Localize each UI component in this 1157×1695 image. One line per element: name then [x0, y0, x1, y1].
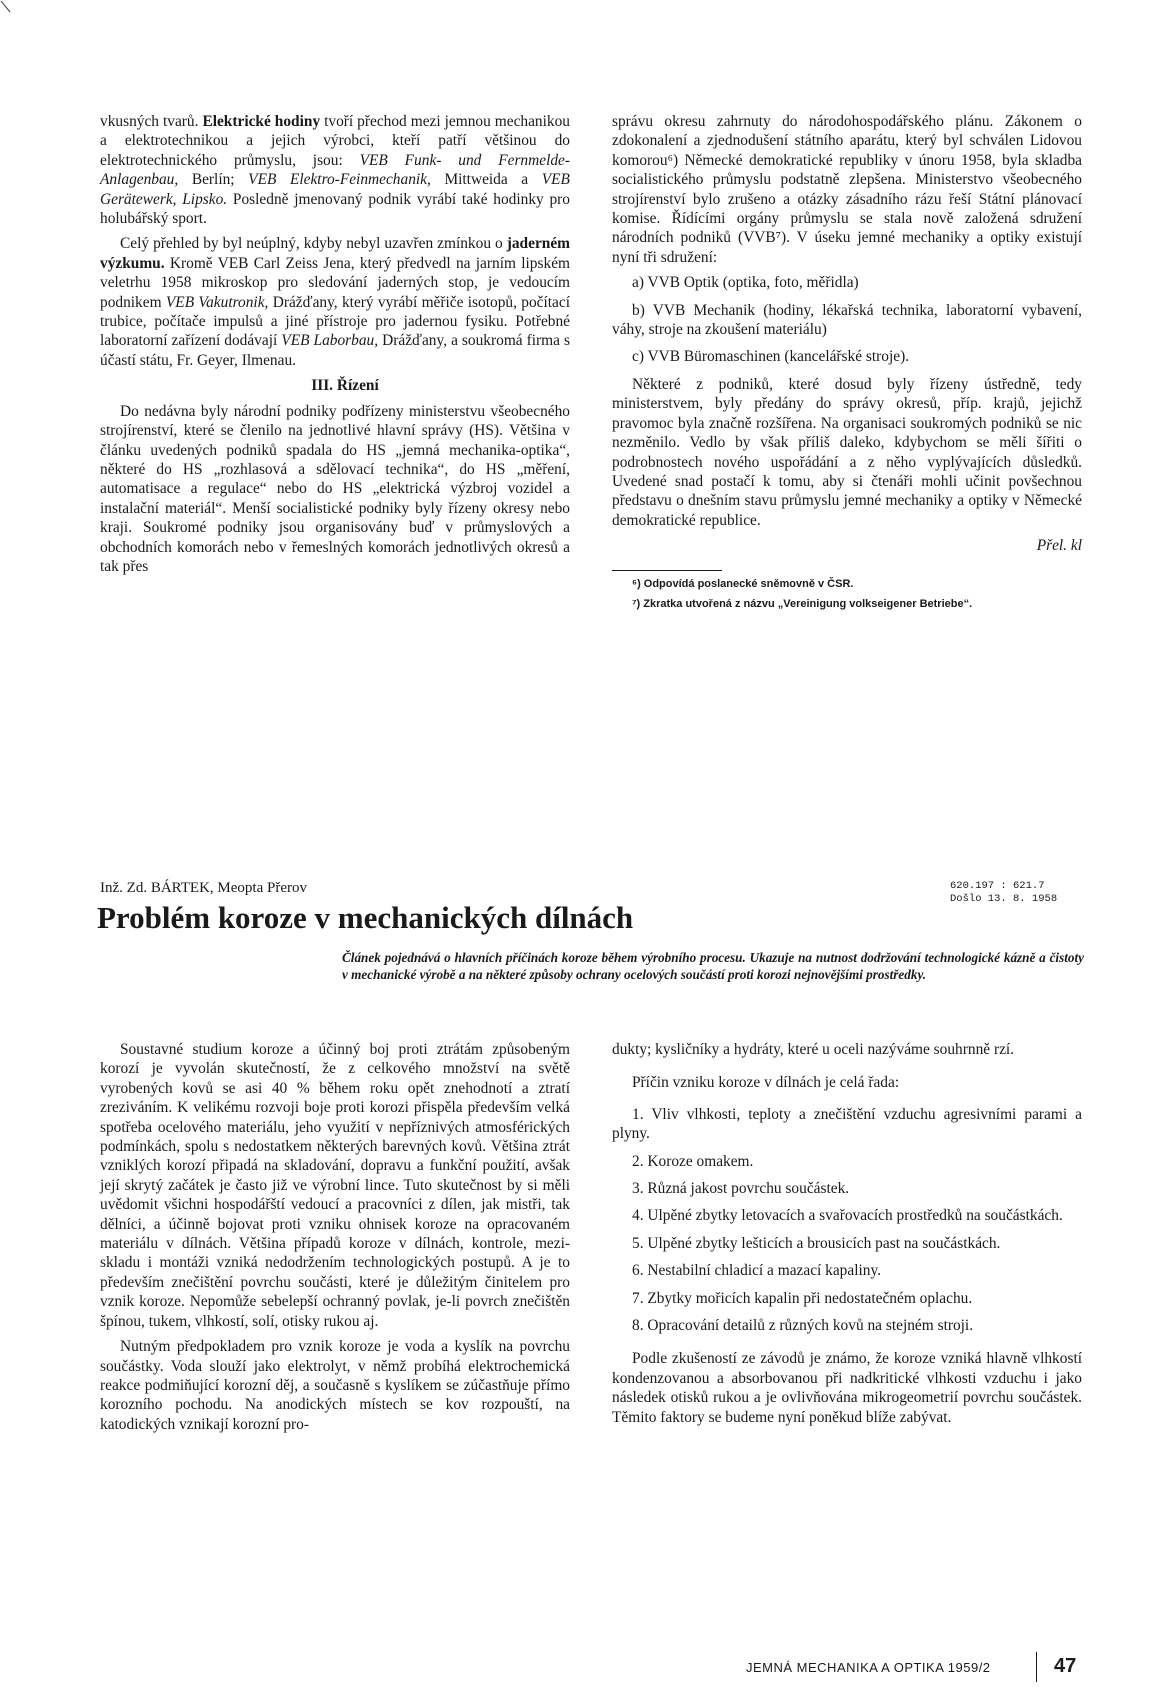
paragraph: Soustavné studium koroze a účinný boj proti ztrátám způsobeným korozí je vyvolán skutečností, že z celkového množství na světě vyrobených kovů se asi 40 % během roku opět znehodnotí a ztratí zreziváním. K velikému rozvoji boje proti korozi přispěla především velká spotřeba ocelového materiálu, jeho využití v nepříznivých atmosférických podmínkách, spolu s nedostatkem některých barevných kovů. Většina ztrát vzniklých korozí připadá na skladování, dopravu a funkční použití, avšak její skrytý začátek je často již ve výrobní lince. Tuto skutečnost by si měli uvědomit všichni hospodářští vedoucí a pracovníci z dílen, jak mistři, tak dělníci, a účinně bojovat proti vzniku ohnisek koroze na opracovaném materiálu v dílnách. Většina případů koroze v dílnách, kontrole, mezi-skladu i montáži vzniká nedodržením technologických postupů. A je to především znečištění povrchu součásti, které je důležitým činitelem pro vznik koroze. Nepomůže sebelepší ochranný povlak, je-li povrch znečištěn špínou, tukem, vlhkostí, solí, otisky rukou aj. [100, 1041, 570, 1330]
corner-mark-icon [0, 0, 14, 14]
article-title: Problém koroze v mechanických dílnách [97, 900, 634, 935]
footnote: ⁶) Odpovídá poslanecké sněmovně v ČSR. [632, 577, 854, 590]
page-number: 47 [1054, 1655, 1077, 1677]
translator-signature: Přel. kl [1036, 537, 1082, 555]
paragraph: vkusných tvarů. Elektrické hodiny tvoří přechod mezi jemnou mechanikou a elektrotechnikou a jejich výrobci, kteří patří většinou do elektrotechnického průmyslu, jsou: VEB Funk- und Fernmelde-Anlagenbau, Berlín; VEB Elektro-Feinmechanik, Mittweida a VEB Gerätewerk, Lipsko. Posledně jmenovaný podnik vyrábí také hodinky pro holubářský sport. [100, 113, 570, 228]
paragraph: Nutným předpokladem pro vznik koroze je voda a kyslík na povrchu součástky. Voda slouží jako elektrolyt, v němž probíhá elektrochemická reakce podmiňující korozní děj, a současně s kyslíkem se zúčastňuje přímo korozního pochodu. Na anodických místech se kov rozpouští, na katodických vznikají korozní pro- [100, 1338, 570, 1433]
list-item: 7. Zbytky mořicích kapalin při nedostatečném oplachu. [632, 1289, 973, 1307]
article-author: Inž. Zd. BÁRTEK, Meopta Přerov [100, 880, 307, 896]
journal-footer: JEMNÁ MECHANIKA A OPTIKA 1959/2 [746, 1660, 991, 1675]
list-item: 2. Koroze omakem. [632, 1152, 754, 1170]
list-item: 4. Ulpěné zbytky letovacích a svařovacích prostředků na součástkách. [632, 1207, 1063, 1225]
list-item: 6. Nestabilní chladicí a mazací kapaliny. [632, 1262, 882, 1280]
column-4 [612, 1040, 1082, 1433]
paragraph: správu okresu zahrnuty do národohospodářského plánu. Zákonem o zdokonalení a zjednodušení státního aparátu, který byl schválen Lidovou komorou⁶) Německé demokratické republiky v únoru 1958, byla skladba socialistického průmyslu podstatně zlepšena. Ministerstvo všeobecného strojírenství bylo zrušeno a otázky zásadního rázu řeší Státní plánovací komise. Řídícími orgány průmyslu se stala nově založená sdružení národních podniků (VVB⁷). V úseku jemné mechaniky a optiky existují nyní tři sdružení: [612, 113, 1082, 266]
column-3 [100, 1040, 570, 1440]
footnote-divider [612, 570, 722, 571]
list-item: 1. Vliv vlhkosti, teploty a znečištění vzduchu agresivními parami a plyny. [612, 1105, 1082, 1143]
paragraph: Do nedávna byly národní podniky podřízeny ministerstvu všeobecného strojírenství, které se členilo na jednotlivé hlavní správy (HS). Většina v článku uvedených podniků spadala do HS „jemná mechanika-optika“, některé do HS „rozhlasová a sdělovací technika“, do HS „měření, automatisace a regulace“ nebo do HS „elektrická výzbroj vozidel a instalační materiál“. Menší socialistické podniky byly řízeny okresy nebo kraji. Soukromé podniky jsou organisovány buď v průmyslových a obchodních komorách nebo v řemeslných komorách jednotlivých okresů a tak přes [100, 402, 570, 575]
paragraph: Příčin vzniku koroze v dílnách je celá řada: [632, 1074, 900, 1092]
section-heading: III. Řízení [311, 377, 379, 395]
list-item: 5. Ulpěné zbytky lešticích a brousicích past na součástkách. [632, 1234, 1001, 1252]
list-item: b) VVB Mechanik (hodiny, lékařská technika, laboratorní vybavení, váhy, stroje na zkoušení materiálu) [612, 301, 1082, 339]
received-date: Došlo 13. 8. 1958 [950, 893, 1058, 905]
column-2 [612, 112, 1082, 617]
list-item: a) VVB Optik (optika, foto, měřidla) [632, 274, 859, 292]
paragraph: dukty; kysličníky a hydráty, které u oceli nazýváme souhrnně rzí. [612, 1041, 1015, 1058]
paragraph: Některé z podniků, které dosud byly řízeny ústředně, tedy ministerstvem, byly předány do správy okresů, příp. krajů, jejichž pravomoc byla značně rozšířena. Na organisaci soukromých podniků se nic nezměnilo. Vedlo by však příliš daleko, kdybychom se měli šířiti o podrobnostech nového uspořádání a z něho vyplývajících důsledků. Uvedené snad postačí k tomu, aby si čtenáři mohli učinit povšechnou představu o dnešním stavu průmyslu jemné mechaniky a optiky v Německé demokratické republice. [612, 375, 1082, 529]
paragraph: Podle zkušeností ze závodů je známo, že koroze vzniká hlavně vlhkostí kondenzovanou a absorbovanou při nadkritické vlhkosti vzduchu i jako následek otisků rukou a je ovlivňována mikrogeometrií povrchu součástek. Těmito faktory se budeme nyní poněkud blíže zabývat. [612, 1350, 1082, 1426]
list-item: 8. Opracování detailů z různých kovů na stejném stroji. [632, 1317, 974, 1335]
column-1 [100, 112, 570, 582]
udc-code: 620.197 : 621.7 [950, 880, 1045, 892]
article-classification [950, 880, 1057, 906]
footer-divider [1036, 1652, 1037, 1682]
footnote: ⁷) Zkratka utvořená z názvu „Vereinigung volkseigener Betriebe“. [632, 597, 973, 610]
list-item: 3. Různá jakost povrchu součástek. [632, 1180, 850, 1198]
list-item: c) VVB Büromaschinen (kancelářské stroje). [632, 348, 910, 366]
paragraph: Celý přehled by byl neúplný, kdyby nebyl uzavřen zmínkou o jaderném výzkumu. Kromě VEB Carl Zeiss Jena, který předvedl na jarním lipském veletrhu 1958 mikroskop pro sledování jaderných stop, je vedoucím podnikem VEB Vakutronik, Drážďany, který vyrábí měřiče isotopů, počítací trubice, počítače impulsů a jiné přístroje pro jadernou fysiku. Potřebné laboratorní zařízení dodávají VEB Laborbau, Drážďany, a soukromá firma s účastí státu, Fr. Geyer, Ilmenau. [100, 235, 570, 369]
article-abstract: Článek pojednává o hlavních příčinách koroze během výrobního procesu. Ukazuje na nutnost dodržování technologické kázně a čistoty v mechanické výrobě a na některé způsoby ochrany ocelových součástí proti korozi nejnovějšími prostředky. [342, 950, 1084, 982]
